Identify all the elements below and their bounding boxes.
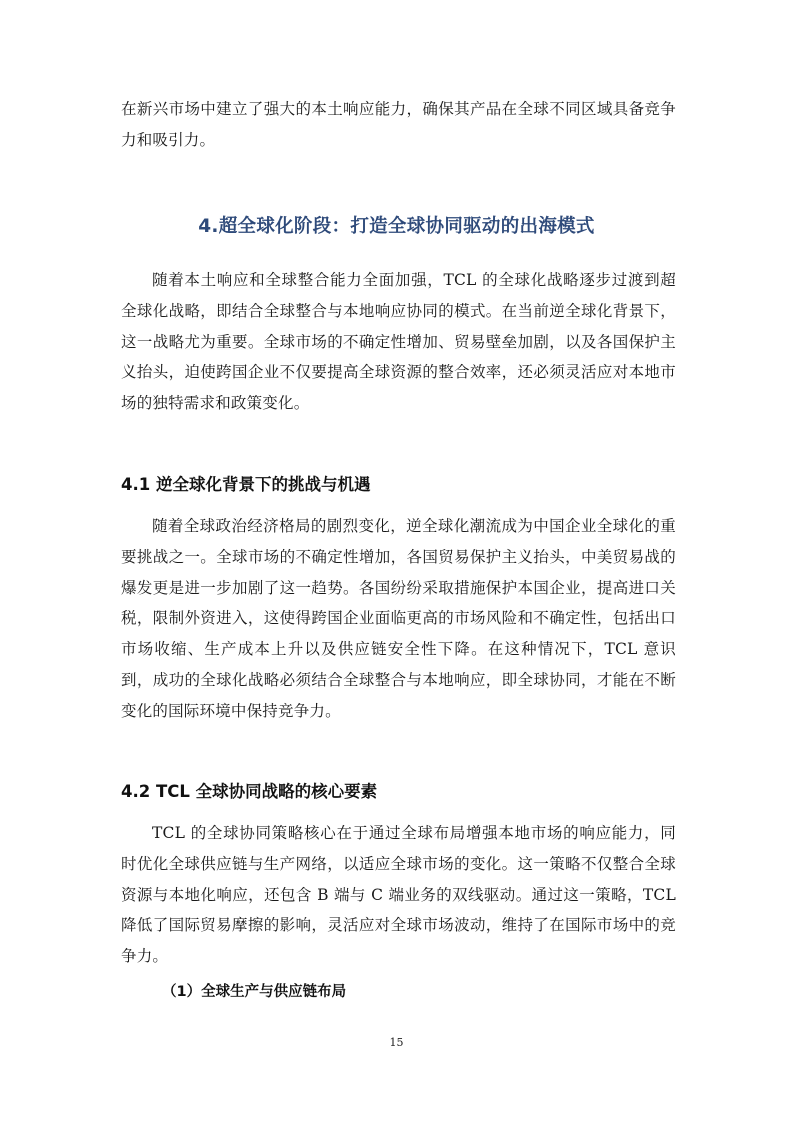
section-4-1-heading: 4.1 逆全球化背景下的挑战与机遇 <box>121 475 371 494</box>
chapter-heading: 4.超全球化阶段：打造全球协同驱动的出海模式 <box>198 216 595 237</box>
section-4-1-paragraph: 随着全球政治经济格局的剧烈变化，逆全球化潮流成为中国企业全球化的重要挑战之一。全球市场的不确定性增加，各国贸易保护主义抬头，中美贸易战的爆发更是进一步加剧了这一趋势。各国纷纷采取措施保护本国企业，提高进口关税，限制外资进入，这使得跨国企业面临更高的市场风险和不确定性，包括出口市场收缩、生产成本上升以及供应链安全性下降。在这种情况下，TCL 意识到，成功的全球化战略必须结合全球整合与本地响应，即全球协同，才能在不断变化的国际环境中保持竞争力。 <box>121 517 676 720</box>
chapter-paragraph: 随着本土响应和全球整合能力全面加强，TCL 的全球化战略逐步过渡到超全球化战略，即结合全球整合与本地响应协同的模式。在当前逆全球化背景下，这一战略尤为重要。全球市场的不确定性增加、贸易壁垒加剧，以及各国保护主义抬头，迫使跨国企业不仅要提高全球资源的整合效率，还必须灵活应对本地市场的独特需求和政策变化。 <box>121 271 676 413</box>
section-4-2-paragraph: TCL 的全球协同策略核心在于通过全球布局增强本地市场的响应能力，同时优化全球供应链与生产网络，以适应全球市场的变化。这一策略不仅整合全球资源与本地化响应，还包含 B 端与 C 端业务的双线驱动。通过这一策略，TCL 降低了国际贸易摩擦的影响，灵活应对全球市场波动，维持了在国际市场中的竞争力。 <box>121 824 676 966</box>
section-4-2-heading: 4.2 TCL 全球协同战略的核心要素 <box>121 782 378 801</box>
intro-paragraph: 在新兴市场中建立了强大的本土响应能力，确保其产品在全球不同区域具备竞争力和吸引力。 <box>121 100 676 149</box>
subsection-heading: （1）全球生产与供应链布局 <box>162 984 347 1000</box>
page-number: 15 <box>389 1036 404 1049</box>
